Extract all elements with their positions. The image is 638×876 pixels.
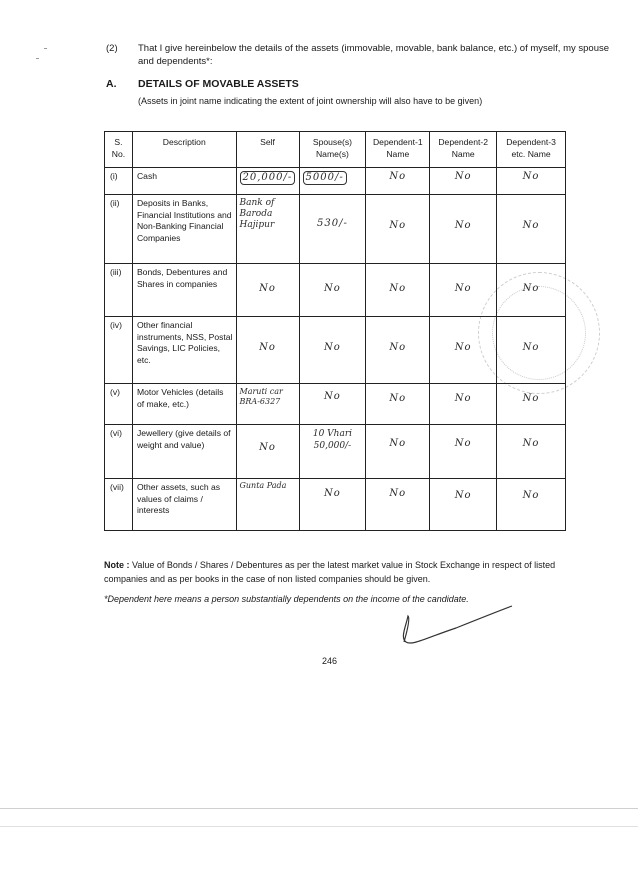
header-self: Self [236, 132, 299, 168]
row-dependent-2 [430, 479, 497, 531]
row-description: Jewellery (give details of weight and value) [132, 425, 236, 479]
handwritten-value: No [389, 283, 407, 294]
paragraph-text: That I give hereinbelow the details of the assets (immovable, movable, bank balance, etc.) of myself, my spouse and dependents*: [138, 43, 610, 67]
valuation-note [104, 558, 574, 586]
row-spouse [299, 195, 366, 264]
row-self [236, 479, 299, 531]
row-dependent-1 [366, 195, 430, 264]
handwritten-value: No [389, 220, 407, 231]
row-dependent-3 [497, 195, 566, 264]
handwritten-value: Gunta Pada [239, 481, 287, 490]
handwritten-value: No [454, 220, 472, 231]
handwritten-value: No [454, 393, 472, 404]
row-spouse [299, 425, 366, 479]
row-self [236, 384, 299, 425]
row-sno: (iv) [105, 317, 133, 384]
row-dependent-1 [366, 264, 430, 317]
handwritten-value: No [522, 490, 540, 501]
section-title: DETAILS OF MOVABLE ASSETS [138, 78, 299, 90]
row-dependent-2 [430, 168, 497, 195]
row-dependent-3 [497, 317, 566, 384]
table-header-row [105, 132, 566, 168]
table-row [105, 479, 566, 531]
handwritten-value: Bank of Baroda Hajipur [239, 198, 275, 230]
header-dependent-2: Dependent-2 Name [430, 132, 497, 168]
movable-assets-table [104, 131, 566, 531]
row-dependent-3 [497, 168, 566, 195]
row-sno: (i) [105, 168, 133, 195]
row-self [236, 168, 299, 195]
scan-speck [44, 48, 47, 49]
signature-scribble [396, 598, 516, 650]
row-self [236, 264, 299, 317]
row-dependent-1 [366, 317, 430, 384]
table-row [105, 384, 566, 425]
handwritten-value: No [454, 283, 472, 294]
handwritten-value: No [522, 438, 540, 449]
handwritten-value: No [454, 342, 472, 353]
note-label: Note : [104, 560, 130, 570]
row-spouse [299, 264, 366, 317]
row-self [236, 195, 299, 264]
scan-line [0, 826, 638, 827]
handwritten-value: No [389, 171, 407, 182]
note-text: Value of Bonds / Shares / Debentures as per the latest market value in Stock Exchange in respect of listed companies and as per books in the case of non listed companies should be given. [104, 560, 556, 584]
section-letter: A. [106, 78, 117, 90]
handwritten-value: No [324, 488, 341, 499]
handwritten-value: No [522, 171, 540, 182]
dependent-footnote: *Dependent here means a person substantially dependents on the income of the candidate. [104, 594, 469, 604]
scan-speck [36, 58, 39, 59]
handwritten-value: No [522, 342, 540, 353]
table-row [105, 168, 566, 195]
row-description: Bonds, Debentures and Shares in companies [132, 264, 236, 317]
paragraph-number: (2) [106, 43, 118, 54]
header-spouse: Spouse(s) Name(s) [299, 132, 366, 168]
row-sno: (ii) [105, 195, 133, 264]
section-subtitle: (Assets in joint name indicating the extent of joint ownership will also have to be given) [138, 96, 483, 106]
row-description: Motor Vehicles (details of make, etc.) [132, 384, 236, 425]
row-dependent-3 [497, 264, 566, 317]
row-dependent-1 [366, 168, 430, 195]
row-description: Other financial instruments, NSS, Postal Savings, LIC Policies, etc. [132, 317, 236, 384]
row-dependent-1 [366, 384, 430, 425]
handwritten-value: No [454, 438, 472, 449]
handwritten-value: 5000/- [303, 171, 347, 185]
row-dependent-3 [497, 425, 566, 479]
handwritten-value: No [259, 342, 276, 353]
row-sno: (vii) [105, 479, 133, 531]
header-description: Description [132, 132, 236, 168]
handwritten-value: No [324, 283, 341, 294]
row-sno: (vi) [105, 425, 133, 479]
row-description: Cash [132, 168, 236, 195]
row-dependent-2 [430, 425, 497, 479]
row-spouse [299, 168, 366, 195]
row-dependent-2 [430, 264, 497, 317]
handwritten-value: No [522, 283, 540, 294]
row-dependent-2 [430, 195, 497, 264]
row-self [236, 317, 299, 384]
handwritten-value: No [259, 442, 276, 453]
handwritten-value: 20,000/- [240, 171, 296, 185]
row-self [236, 425, 299, 479]
handwritten-value: No [259, 283, 276, 294]
row-dependent-2 [430, 317, 497, 384]
handwritten-value: No [389, 488, 407, 499]
handwritten-value: No [324, 342, 341, 353]
row-dependent-1 [366, 479, 430, 531]
handwritten-value: No [324, 391, 341, 402]
row-dependent-2 [430, 384, 497, 425]
page-number: 246 [322, 656, 338, 666]
handwritten-value: No [454, 490, 472, 501]
row-description: Deposits in Banks, Financial Institutions and Non-Banking Financial Companies [132, 195, 236, 264]
row-dependent-3 [497, 479, 566, 531]
header-dependent-1: Dependent-1 Name [366, 132, 430, 168]
table-row [105, 317, 566, 384]
header-dependent-3: Dependent-3 etc. Name [497, 132, 566, 168]
row-spouse [299, 479, 366, 531]
handwritten-value: No [454, 171, 472, 182]
handwritten-value: No [522, 220, 540, 231]
table-row [105, 425, 566, 479]
row-dependent-3 [497, 384, 566, 425]
row-spouse [299, 317, 366, 384]
row-description: Other assets, such as values of claims / interests [132, 479, 236, 531]
table-row [105, 195, 566, 264]
row-sno: (iii) [105, 264, 133, 317]
row-dependent-1 [366, 425, 430, 479]
handwritten-value: Maruti car BRA-6327 [239, 387, 283, 406]
handwritten-value: No [389, 393, 407, 404]
scan-line [0, 808, 638, 809]
row-spouse [299, 384, 366, 425]
table-row [105, 264, 566, 317]
handwritten-value: No [389, 342, 407, 353]
handwritten-value: No [522, 393, 540, 404]
header-sno: S. No. [105, 132, 133, 168]
row-sno: (v) [105, 384, 133, 425]
handwritten-value: No [389, 438, 407, 449]
handwritten-value: 10 Vhari 50,000/- [312, 429, 352, 451]
handwritten-value: 530/- [317, 218, 348, 229]
